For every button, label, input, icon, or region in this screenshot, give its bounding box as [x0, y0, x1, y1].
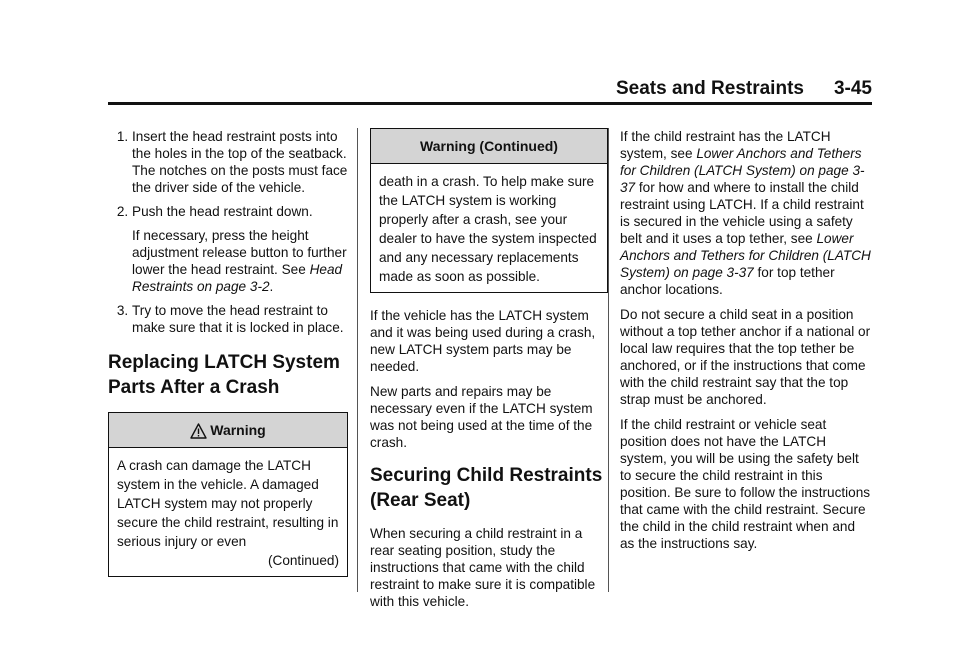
- warning-body: A crash can damage the LATCH system in the vehicle. A damaged LATCH system may not properly secure the child restraint, resulting in serious injury or even (Continued): [117, 458, 339, 568]
- paragraph: If the child restraint has the LATCH system, see Lower Anchors and Tethers for Children (LATCH System) on page 3-37 for how and where to install the child restraint using LATCH. If a child restraint is secured in the vehicle using a safety belt and it uses a top tether, see Lower Anchors and Tethers for Children (LATCH System) on page 3-37 for top tether anchor locations.: [620, 129, 871, 297]
- column-divider: [357, 128, 358, 592]
- warning-title: Warning: [210, 422, 266, 438]
- cross-reference: Head Restraints on page 3-2: [132, 262, 343, 294]
- warning-body: death in a crash. To help make sure the LATCH system is working properly after a crash, see your dealer to have the system inspected and any necessary replacements made as soon as possible.: [379, 174, 597, 284]
- page-number: 3-45: [833, 78, 872, 99]
- section-title: Seats and Restraints: [616, 78, 804, 99]
- column-divider: [608, 128, 609, 592]
- paragraph: New parts and repairs may be necessary even if the LATCH system was not being used at the time of the crash.: [370, 384, 593, 450]
- step-list: [108, 128, 348, 336]
- section-heading: Replacing LATCH System Parts After a Crash: [108, 352, 340, 398]
- step-note: If necessary, press the height adjustment release button to further lower the head restraint. See Head Restraints on page 3-2.: [132, 228, 347, 294]
- paragraph: If the child restraint or vehicle seat position does not have the LATCH system, you will be using the safety belt to secure the child restraint in this position. Be sure to follow the instructions that came with the child restraint. Secure the child in the child restraint when and as the instructions say.: [620, 417, 871, 551]
- warning-box-continued: [370, 128, 608, 293]
- warning-triangle-icon: [190, 417, 207, 451]
- cross-reference: Lower Anchors and Tethers for Children (LATCH System) on page 3-37: [620, 231, 871, 280]
- warning-header: [109, 413, 347, 448]
- paragraph: If the vehicle has the LATCH system and it was being used during a crash, new LATCH system parts may be needed.: [370, 308, 596, 374]
- warning-header: Warning (Continued): [371, 129, 607, 164]
- cross-reference: Lower Anchors and Tethers for Children (LATCH System) on page 3-37: [620, 146, 865, 195]
- paragraph: When securing a child restraint in a rear seating position, study the instructions that came with the child restraint to make sure it is compatible with this vehicle.: [370, 526, 596, 609]
- column-1: [108, 128, 348, 591]
- list-item: 3. Try to move the head restraint to make sure that it is locked in place.: [132, 302, 348, 336]
- page-header: [108, 78, 872, 100]
- list-item: 2. Push the head restraint down. If necessary, press the height adjustment release button to further lower the head restraint. See Head Restraints on page 3-2.: [132, 203, 348, 295]
- column-2: [370, 128, 608, 618]
- continued-label: (Continued): [267, 553, 339, 568]
- paragraph: Do not secure a child seat in a position without a top tether anchor if a national or local law requires that the top tether be anchored, or if the instructions that come with the child restraint say that the top strap must be anchored.: [620, 307, 871, 407]
- header-rule: [108, 102, 872, 105]
- column-3: [620, 128, 872, 560]
- warning-box: [108, 412, 348, 577]
- section-heading: Securing Child Restraints (Rear Seat): [370, 465, 603, 511]
- list-item: 1. Insert the head restraint posts into the holes in the top of the seatback. The notches on the posts must face the driver side of the vehicle.: [132, 128, 348, 196]
